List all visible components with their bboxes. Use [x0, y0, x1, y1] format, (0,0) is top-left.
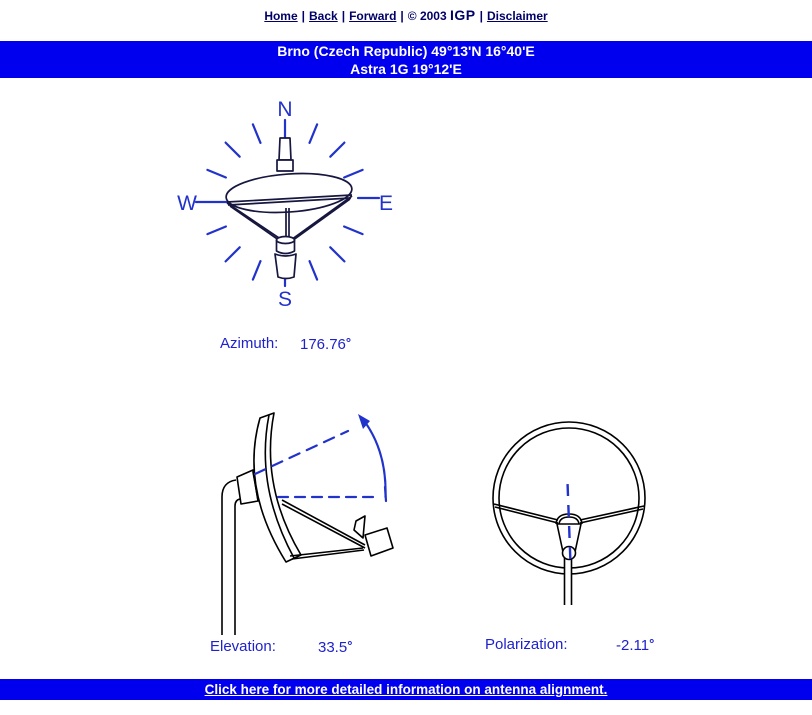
top-navigation	[0, 7, 812, 23]
dish-top-view	[225, 138, 353, 279]
nav-link-back[interactable]: Back	[309, 9, 338, 23]
compass-label-north: N	[277, 98, 293, 121]
nav-link-disclaimer[interactable]: Disclaimer	[486, 9, 548, 23]
degree-symbol: °	[345, 335, 352, 350]
polarization-label: Polarization:	[485, 636, 568, 653]
dish-side-view	[222, 413, 393, 635]
azimuth-value: 176.76°	[300, 335, 352, 353]
dish-mast	[279, 138, 291, 160]
compass-label-west: W	[177, 192, 197, 215]
polarization-diagram	[485, 413, 655, 608]
dish-body	[254, 413, 301, 562]
nav-separator: |	[479, 9, 483, 23]
angle-arc	[362, 418, 386, 497]
compass-label-south: S	[277, 288, 293, 311]
elevation-value: 33.5°	[318, 638, 353, 656]
degree-symbol: °	[649, 636, 655, 651]
azimuth-label: Azimuth:	[220, 335, 279, 352]
lnb-side-view	[354, 516, 365, 538]
compass-label-east: E	[378, 192, 394, 215]
polarization-value: -2.11°	[616, 636, 655, 654]
nav-separator: |	[341, 9, 346, 23]
lnb-feed-top-view	[275, 237, 296, 279]
nav-separator: |	[400, 9, 404, 23]
mount-pole-front	[565, 558, 572, 605]
nav-link-forward[interactable]: Forward	[349, 9, 397, 23]
igp-logo: IGP	[449, 7, 476, 23]
location-line: Brno (Czech Republic) 49°13'N 16°40'E	[277, 43, 535, 59]
detailed-info-link[interactable]: Click here for more detailed information on antenna alignment.	[204, 682, 608, 697]
nav-link-home[interactable]: Home	[264, 9, 298, 23]
satellite-line: Astra 1G 19°12'E	[350, 61, 462, 77]
elevation-diagram	[198, 398, 413, 635]
degree-symbol: °	[347, 638, 353, 653]
location-header-bar	[0, 41, 812, 78]
mount-pole	[222, 480, 236, 635]
dish-mast-collar	[277, 160, 293, 171]
elevation-label: Elevation:	[210, 638, 276, 655]
footer-bar	[0, 679, 812, 700]
azimuth-compass-diagram	[160, 88, 410, 320]
copyright-text: © 2003	[407, 9, 447, 23]
nav-separator: |	[301, 9, 306, 23]
